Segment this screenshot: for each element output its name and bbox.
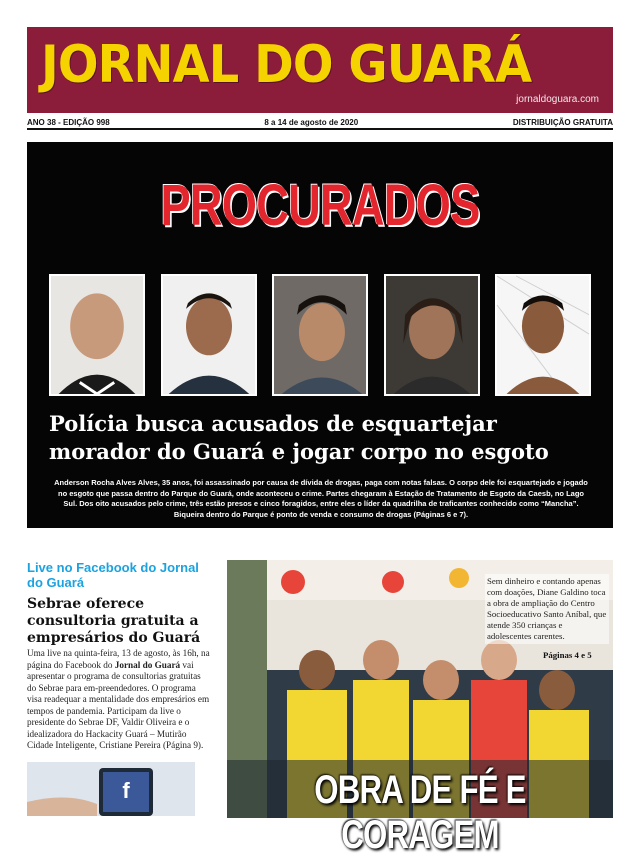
sebrae-body	[27, 648, 211, 752]
distribution-note: DISTRIBUIÇÃO GRATUITA	[512, 117, 613, 127]
wanted-headline: PROCURADOS	[160, 173, 480, 238]
suspect-photo	[272, 274, 368, 396]
suspect-photos	[49, 274, 591, 396]
obra-story[interactable]	[227, 560, 613, 857]
section-kicker[interactable]: Live no Facebook do Jornal do Guará	[27, 560, 199, 590]
masthead	[27, 27, 613, 113]
story-title: Polícia busca acusados de esquartejar morador do Guará e jogar corpo no esgoto	[49, 411, 549, 464]
wanted-story[interactable]	[27, 142, 613, 528]
photo-caption: Sem dinheiro e contando apenas com doações, Diane Galdino toca a obra de ampliação do Centro Socioeducativo Santo Aníbal, que atende 350 crianças e adolescentes carentes.	[485, 574, 609, 644]
body-text-bold: Jornal do Guará	[114, 659, 181, 670]
page-reference: Páginas 4 e 5	[543, 650, 592, 660]
body-text-end: vai apresentar o programa de consultorias gratuitas do Sebrae para em-preendedores. O programa visa readequar a mentalidade dos empresários em tempos de pandemia. Participam da live o presidente do Sebrae DF, Valdir Oliveira e o idealizadora do Hackacity Guará – Mutirão Cidade Inteligente, Cristiane Pereira (Página 9).	[27, 659, 210, 750]
suspect-photo	[49, 274, 145, 396]
story-lede: Anderson Rocha Alves Alves, 35 anos, foi assassinado por causa de dívida de drogas, paga com notas falsas. O corpo dele foi esquartejado e jogado no esgoto que passa dentro do Parque do Guará, onde aconteceu o crime. Partes chegaram à Estação de Tratamento de Esgoto da Caesb, no Lago Sul. Dos oito acusados pelo crime, três estão presos e cinco foragidos, entre eles o líder da quadrilha de traficantes conhecido como “Mancha”. Biqueira dentro do Parque é ponto de venda e consumo de drogas (Páginas 6 e 7).	[54, 478, 588, 519]
website-url[interactable]: jornaldoguara.com	[516, 94, 599, 105]
sebrae-headline[interactable]: Sebrae oferece consultoria gratuita a empresários do Guará	[27, 596, 201, 646]
edition-number: ANO 38 - EDIÇÃO 998	[27, 117, 110, 127]
newspaper-logo: JORNAL DO GUARÁ	[41, 35, 532, 95]
suspect-photo	[495, 274, 591, 396]
svg-text:f: f	[122, 778, 130, 803]
obra-headline: OBRA DE FÉ E CORAGEM	[314, 768, 526, 857]
edition-bar	[27, 116, 613, 130]
suspect-photo	[384, 274, 480, 396]
body-text-start: Uma live na quinta-feira, 13 de agosto, às 16h, na página do Facebook do	[27, 648, 210, 670]
facebook-photo	[27, 762, 195, 816]
edition-dates: 8 a 14 de agosto de 2020	[264, 117, 359, 127]
suspect-photo	[161, 274, 257, 396]
